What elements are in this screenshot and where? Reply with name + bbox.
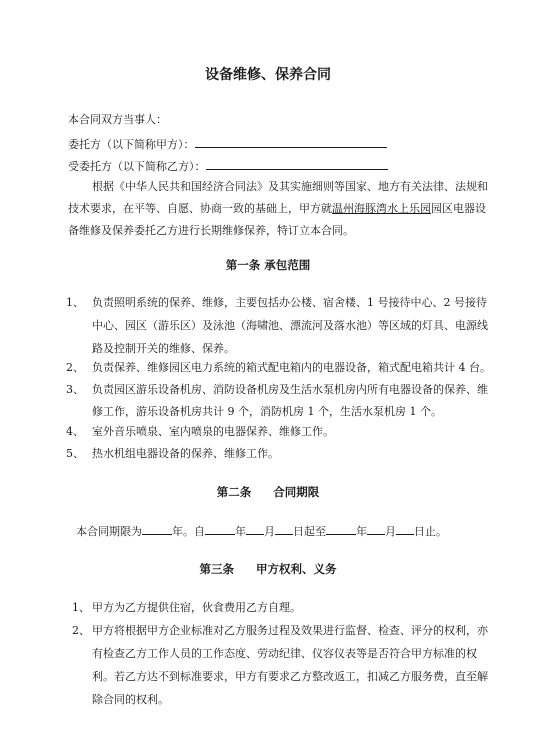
start-month-blank[interactable]: [246, 522, 264, 535]
article-3-heading: 第三条 甲方权利、义务: [199, 562, 337, 576]
party-b-blank[interactable]: [206, 157, 388, 170]
article-1-item-1-line-2: 中心、园区（游乐区）及泳池（海啸池、漂流河及落水池）等区域的灯具、电源线: [92, 319, 488, 332]
article-3-item-2-num: 2、: [72, 624, 90, 637]
contract-term-line: 本合同期限为 年。自 年 月 日起至 年 月 日止。: [76, 522, 447, 540]
preamble-line-1: 根据《中华人民共和国经济合同法》及其实施细则等国家、地方有关法律、法规和: [92, 180, 488, 193]
article-2-heading: 第二条 合同期限: [216, 485, 320, 499]
term-years-blank[interactable]: [142, 522, 172, 535]
party-b-line: [68, 157, 388, 175]
article-3-item-2-line-3: 利。若乙方达不到标准要求，甲方有要求乙方整改返工，扣减乙方服务费，直至解: [92, 670, 488, 683]
document-title: 设备维修、保养合同: [205, 67, 331, 83]
party-b-label: 受委托方（以下简称乙方）：: [68, 160, 206, 173]
preamble-line-3: 备维修及保养委托乙方进行长期维修保养，特订立本合同。: [68, 224, 354, 237]
article-3-item-2-line-4: 除合同的权利。: [92, 693, 169, 706]
article-1-item-2-num: 2、: [66, 361, 84, 374]
party-a-label: 委托方（以下简称甲方）：: [68, 138, 195, 151]
party-a-line: [68, 135, 387, 153]
end-month-blank[interactable]: [367, 522, 385, 535]
article-1-item-1-num: 1、: [66, 296, 84, 309]
article-1-item-5-num: 5、: [66, 447, 84, 460]
article-1-item-1-line-1: 负责照明系统的保养、维修，主要包括办公楼、宿舍楼、1 号接待中心、2 号接待: [92, 296, 487, 309]
preamble-line-2: 技术要求，在平等、自愿、协商一致的基础上，甲方就温州海豚湾水上乐园园区电器设: [68, 202, 486, 215]
parties-intro: 本合同双方当事人：: [68, 113, 167, 126]
start-year-blank[interactable]: [205, 522, 235, 535]
end-year-blank[interactable]: [326, 522, 356, 535]
article-1-item-5-line-1: 热水机组电器设备的保养、维修工作。: [92, 447, 279, 460]
article-1-heading: 第一条 承包范围: [225, 258, 311, 272]
article-1-item-4-num: 4、: [66, 425, 84, 438]
article-1-item-2-line-1: 负责保养、维修园区电力系统的箱式配电箱内的电器设备，箱式配电箱共计 4 台。: [92, 361, 491, 374]
article-3-item-2-line-2: 有检查乙方工作人员的工作态度、劳动纪律、仪容仪表等是否符合甲方标准的权: [92, 647, 477, 660]
article-1-item-4-line-1: 室外音乐喷泉、室内喷泉的电器保养、维修工作。: [92, 425, 334, 438]
article-1-item-3-num: 3、: [66, 383, 84, 396]
article-3-item-1-num: 1、: [72, 601, 90, 614]
park-name: 温州海豚湾水上乐园: [332, 202, 431, 215]
start-day-blank[interactable]: [275, 522, 293, 535]
party-a-blank[interactable]: [195, 135, 387, 148]
article-1-item-3-line-1: 负责园区游乐设备机房、消防设备机房及生活水泵机房内所有电器设备的保养、维: [92, 383, 488, 396]
end-day-blank[interactable]: [396, 522, 414, 535]
article-3-item-2-line-1: 甲方将根据甲方企业标准对乙方服务过程及效果进行监督、检查、评分的权利，亦: [92, 624, 488, 637]
article-3-item-1-line-1: 甲方为乙方提供住宿，伙食费用乙方自理。: [92, 601, 301, 614]
article-1-item-1-line-3: 路及控制开关的维修、保养。: [92, 342, 235, 355]
article-1-item-3-line-2: 修工作，游乐设备机房共计 9 个，消防机房 1 个，生活水泵机房 1 个。: [92, 405, 442, 418]
